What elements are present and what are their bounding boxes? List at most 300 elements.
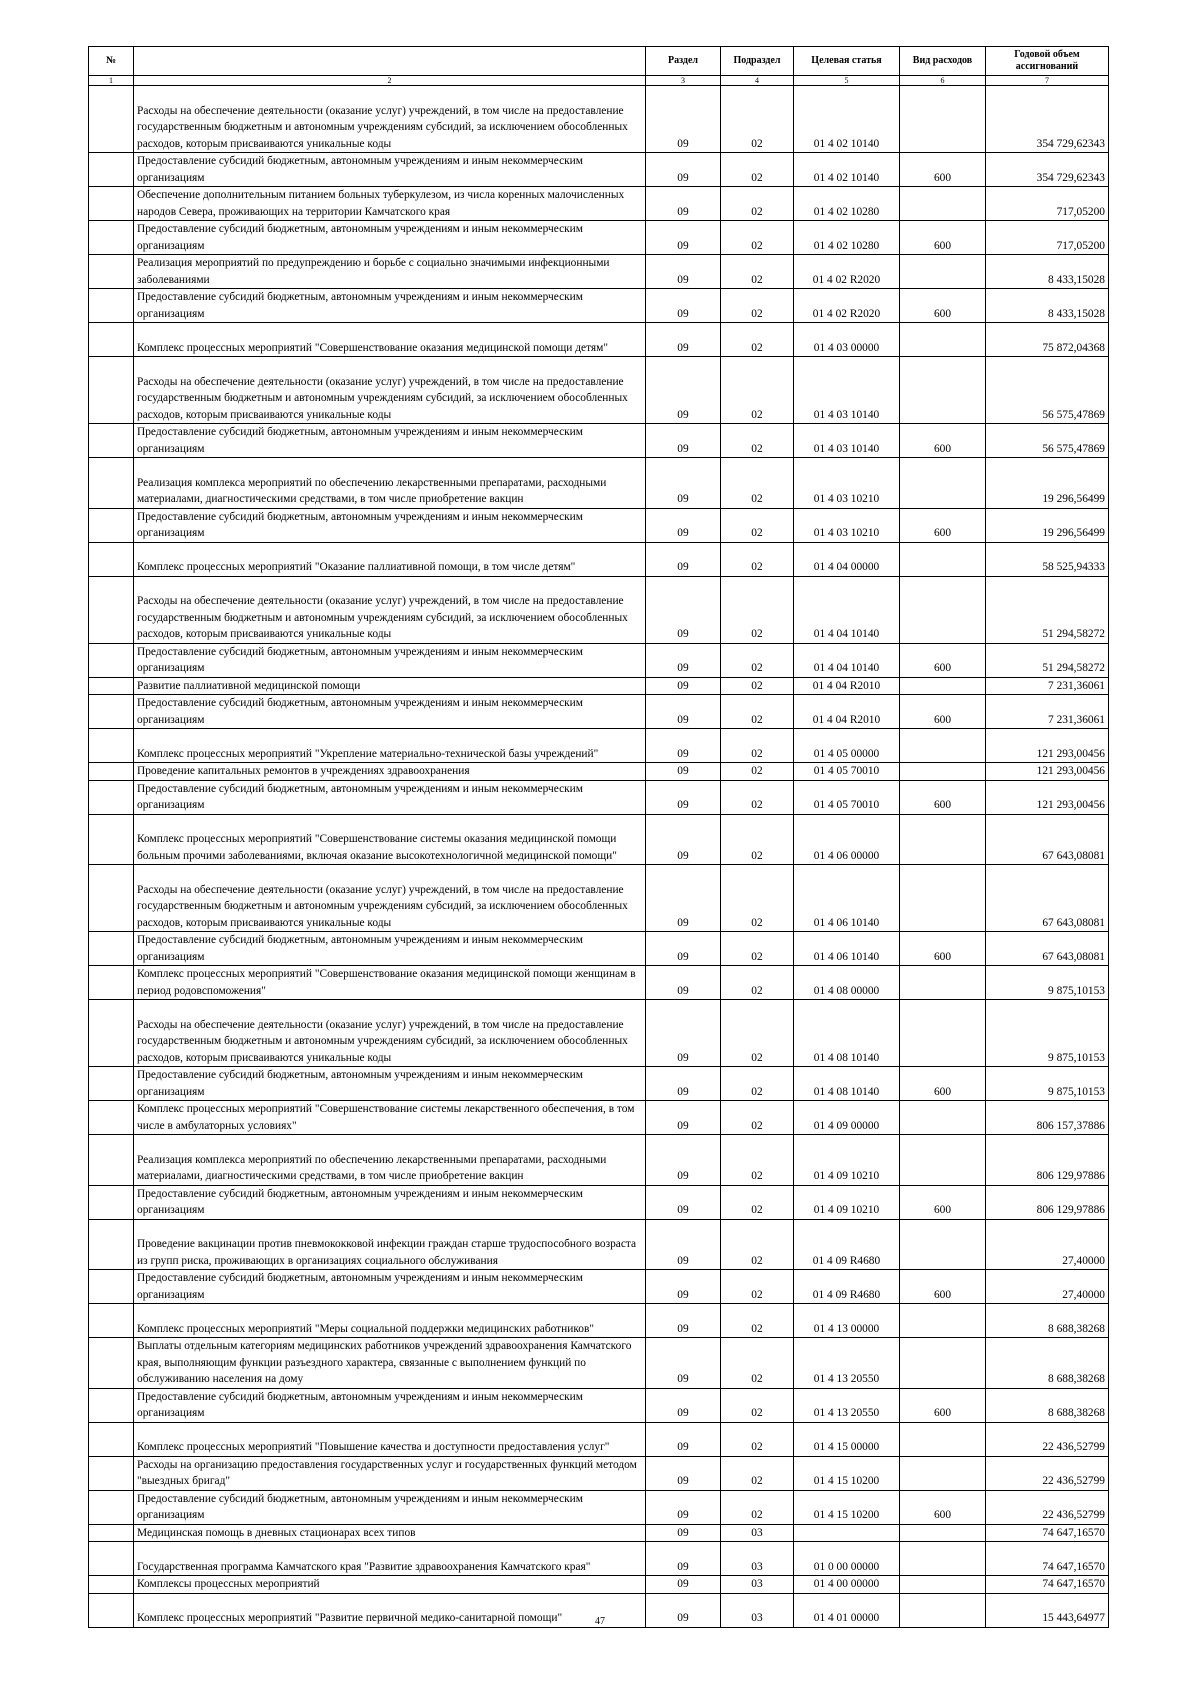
subsection-cell: 02 — [721, 1270, 794, 1304]
section-cell: 09 — [646, 255, 721, 289]
table-row — [89, 187, 1109, 221]
name-cell: Предоставление субсидий бюджетным, автономным учреждениям и иным некоммерческим организациям — [134, 780, 646, 814]
num-cell — [89, 814, 134, 865]
target-cell: 01 4 02 10140 — [794, 153, 900, 187]
table-row — [89, 780, 1109, 814]
subsection-cell: 02 — [721, 458, 794, 509]
expense-cell: 600 — [900, 424, 986, 458]
amount-cell: 8 688,38268 — [986, 1388, 1109, 1422]
subsection-cell: 02 — [721, 1456, 794, 1490]
section-cell: 09 — [646, 1219, 721, 1270]
target-cell: 01 4 05 00000 — [794, 729, 900, 763]
num-cell — [89, 1304, 134, 1338]
target-cell: 01 4 15 10200 — [794, 1456, 900, 1490]
num-cell — [89, 1219, 134, 1270]
expense-cell: 600 — [900, 1490, 986, 1524]
target-cell: 01 4 08 00000 — [794, 966, 900, 1000]
section-cell: 09 — [646, 1456, 721, 1490]
table-row — [89, 323, 1109, 357]
name-cell: Комплекс процессных мероприятий "Оказание паллиативной помощи, в том числе детям" — [134, 542, 646, 576]
amount-cell: 22 436,52799 — [986, 1422, 1109, 1456]
name-cell: Комплекс процессных мероприятий "Развитие первичной медико-санитарной помощи" — [134, 1593, 646, 1627]
table-row — [89, 1542, 1109, 1576]
target-cell: 01 4 13 20550 — [794, 1338, 900, 1389]
name-cell: Предоставление субсидий бюджетным, автономным учреждениям и иным некоммерческим организациям — [134, 1490, 646, 1524]
subsection-cell: 02 — [721, 1067, 794, 1101]
section-cell: 09 — [646, 357, 721, 424]
expense-cell — [900, 323, 986, 357]
table-row — [89, 643, 1109, 677]
table-row — [89, 508, 1109, 542]
section-cell: 09 — [646, 1270, 721, 1304]
amount-cell: 27,40000 — [986, 1270, 1109, 1304]
num-cell — [89, 966, 134, 1000]
amount-cell: 806 129,97886 — [986, 1135, 1109, 1186]
target-cell: 01 4 09 10210 — [794, 1185, 900, 1219]
budget-table — [88, 46, 1109, 1628]
amount-cell: 121 293,00456 — [986, 729, 1109, 763]
section-cell: 09 — [646, 1000, 721, 1067]
amount-cell: 22 436,52799 — [986, 1490, 1109, 1524]
num-cell — [89, 86, 134, 153]
section-cell: 09 — [646, 542, 721, 576]
name-cell: Развитие паллиативной медицинской помощи — [134, 677, 646, 695]
section-cell: 09 — [646, 1422, 721, 1456]
subsection-cell: 02 — [721, 1338, 794, 1389]
expense-cell — [900, 1524, 986, 1542]
header-subsection: Подраздел — [721, 47, 794, 76]
amount-cell: 56 575,47869 — [986, 424, 1109, 458]
page-number: 47 — [595, 1616, 605, 1627]
target-cell: 01 4 04 R2010 — [794, 695, 900, 729]
table-row — [89, 542, 1109, 576]
expense-cell — [900, 1101, 986, 1135]
section-cell: 09 — [646, 187, 721, 221]
section-cell: 09 — [646, 966, 721, 1000]
expense-cell — [900, 576, 986, 643]
amount-cell: 67 643,08081 — [986, 814, 1109, 865]
expense-cell — [900, 1135, 986, 1186]
name-cell: Медицинская помощь в дневных стационарах всех типов — [134, 1524, 646, 1542]
target-cell: 01 4 03 10210 — [794, 458, 900, 509]
target-cell: 01 4 08 10140 — [794, 1000, 900, 1067]
target-cell: 01 4 15 00000 — [794, 1422, 900, 1456]
amount-cell: 22 436,52799 — [986, 1456, 1109, 1490]
section-cell: 09 — [646, 1576, 721, 1594]
amount-cell: 19 296,56499 — [986, 508, 1109, 542]
target-cell: 01 4 03 10140 — [794, 357, 900, 424]
table-row — [89, 1067, 1109, 1101]
name-cell: Предоставление субсидий бюджетным, автономным учреждениям и иным некоммерческим организациям — [134, 221, 646, 255]
section-cell: 09 — [646, 780, 721, 814]
target-cell: 01 4 04 R2010 — [794, 677, 900, 695]
section-cell: 09 — [646, 1593, 721, 1627]
subsection-cell: 02 — [721, 1422, 794, 1456]
target-cell: 01 4 00 00000 — [794, 1576, 900, 1594]
target-cell: 01 4 09 10210 — [794, 1135, 900, 1186]
target-cell: 01 4 13 20550 — [794, 1388, 900, 1422]
name-cell: Реализация комплекса мероприятий по обеспечению лекарственными препаратами, расходными материалами, диагностическими средствами, в том числе приобретение вакцин — [134, 458, 646, 509]
section-cell: 09 — [646, 1185, 721, 1219]
name-cell: Предоставление субсидий бюджетным, автономным учреждениям и иным некоммерческим организациям — [134, 1185, 646, 1219]
subsection-cell: 02 — [721, 1101, 794, 1135]
num-cell — [89, 643, 134, 677]
expense-cell — [900, 814, 986, 865]
section-cell: 09 — [646, 643, 721, 677]
target-cell: 01 4 02 10280 — [794, 187, 900, 221]
expense-cell: 600 — [900, 695, 986, 729]
name-cell: Предоставление субсидий бюджетным, автономным учреждениям и иным некоммерческим организациям — [134, 695, 646, 729]
amount-cell: 8 433,15028 — [986, 289, 1109, 323]
subsection-cell: 02 — [721, 643, 794, 677]
subsection-cell: 02 — [721, 508, 794, 542]
target-cell: 01 4 03 10140 — [794, 424, 900, 458]
num-cell — [89, 289, 134, 323]
amount-cell: 806 157,37886 — [986, 1101, 1109, 1135]
expense-cell — [900, 865, 986, 932]
num-cell — [89, 1542, 134, 1576]
amount-cell: 121 293,00456 — [986, 780, 1109, 814]
amount-cell: 9 875,10153 — [986, 1000, 1109, 1067]
expense-cell: 600 — [900, 780, 986, 814]
expense-cell — [900, 1576, 986, 1594]
section-cell: 09 — [646, 814, 721, 865]
subsection-cell: 02 — [721, 695, 794, 729]
subsection-cell: 02 — [721, 763, 794, 781]
subsection-cell: 02 — [721, 255, 794, 289]
table-row — [89, 1338, 1109, 1389]
section-cell: 09 — [646, 932, 721, 966]
expense-cell: 600 — [900, 643, 986, 677]
table-row — [89, 932, 1109, 966]
table-row — [89, 1304, 1109, 1338]
subsection-cell: 02 — [721, 86, 794, 153]
target-cell: 01 4 04 00000 — [794, 542, 900, 576]
section-cell: 09 — [646, 576, 721, 643]
num-cell — [89, 424, 134, 458]
expense-cell — [900, 763, 986, 781]
subsection-cell: 03 — [721, 1542, 794, 1576]
amount-cell: 74 647,16570 — [986, 1542, 1109, 1576]
target-cell: 01 4 01 00000 — [794, 1593, 900, 1627]
target-cell: 01 4 02 R2020 — [794, 255, 900, 289]
amount-cell: 58 525,94333 — [986, 542, 1109, 576]
subsection-cell: 02 — [721, 814, 794, 865]
name-cell: Комплекс процессных мероприятий "Совершенствование оказания медицинской помощи детям" — [134, 323, 646, 357]
expense-cell — [900, 255, 986, 289]
subsection-cell: 02 — [721, 1135, 794, 1186]
expense-cell: 600 — [900, 1067, 986, 1101]
table-row — [89, 86, 1109, 153]
name-cell: Расходы на обеспечение деятельности (оказание услуг) учреждений, в том числе на предоставление государственным бюджетным и автономным учреждениям субсидий, за исключением обособленных расходов, которым присваиваются уникальные коды — [134, 576, 646, 643]
col-number: 1 — [89, 76, 134, 86]
table-row — [89, 357, 1109, 424]
subsection-cell: 02 — [721, 576, 794, 643]
name-cell: Выплаты отдельным категориям медицинских работников учреждений здравоохранения Камчатского края, выполняющим функции разъездного характера, связанные с выполнением функций по обслуживанию населения на дому — [134, 1338, 646, 1389]
table-row — [89, 1422, 1109, 1456]
section-cell: 09 — [646, 1388, 721, 1422]
amount-cell: 67 643,08081 — [986, 865, 1109, 932]
num-cell — [89, 1135, 134, 1186]
expense-cell: 600 — [900, 289, 986, 323]
name-cell: Комплекс процессных мероприятий "Совершенствование оказания медицинской помощи женщинам в период родовспоможения" — [134, 966, 646, 1000]
expense-cell — [900, 542, 986, 576]
table-row — [89, 865, 1109, 932]
target-cell: 01 4 04 10140 — [794, 643, 900, 677]
amount-cell: 8 688,38268 — [986, 1338, 1109, 1389]
name-cell: Предоставление субсидий бюджетным, автономным учреждениям и иным некоммерческим организациям — [134, 932, 646, 966]
table-row — [89, 458, 1109, 509]
table-row — [89, 1000, 1109, 1067]
section-cell: 09 — [646, 729, 721, 763]
subsection-cell: 02 — [721, 1388, 794, 1422]
table-row — [89, 729, 1109, 763]
num-cell — [89, 458, 134, 509]
num-cell — [89, 695, 134, 729]
target-cell: 01 4 09 00000 — [794, 1101, 900, 1135]
name-cell: Реализация комплекса мероприятий по обеспечению лекарственными препаратами, расходными материалами, диагностическими средствами, в том числе приобретение вакцин — [134, 1135, 646, 1186]
name-cell: Предоставление субсидий бюджетным, автономным учреждениям и иным некоммерческим организациям — [134, 289, 646, 323]
subsection-cell: 02 — [721, 1304, 794, 1338]
amount-cell: 75 872,04368 — [986, 323, 1109, 357]
target-cell: 01 4 13 00000 — [794, 1304, 900, 1338]
section-cell: 09 — [646, 289, 721, 323]
col-number: 4 — [721, 76, 794, 86]
num-cell — [89, 508, 134, 542]
col-number: 5 — [794, 76, 900, 86]
num-cell — [89, 1185, 134, 1219]
target-cell: 01 4 03 00000 — [794, 323, 900, 357]
expense-cell: 600 — [900, 1270, 986, 1304]
table-row — [89, 1135, 1109, 1186]
target-cell: 01 0 00 00000 — [794, 1542, 900, 1576]
name-cell: Обеспечение дополнительным питанием больных туберкулезом, из числа коренных малочисленных народов Севера, проживающих на территории Камчатского края — [134, 187, 646, 221]
expense-cell — [900, 357, 986, 424]
section-cell: 09 — [646, 1304, 721, 1338]
expense-cell: 600 — [900, 932, 986, 966]
name-cell: Комплексы процессных мероприятий — [134, 1576, 646, 1594]
table-row — [89, 1388, 1109, 1422]
target-cell: 01 4 02 R2020 — [794, 289, 900, 323]
expense-cell: 600 — [900, 1185, 986, 1219]
amount-cell: 67 643,08081 — [986, 932, 1109, 966]
amount-cell: 354 729,62343 — [986, 153, 1109, 187]
table-row — [89, 221, 1109, 255]
col-number: 6 — [900, 76, 986, 86]
expense-cell — [900, 966, 986, 1000]
amount-cell: 8 433,15028 — [986, 255, 1109, 289]
target-cell: 01 4 02 10140 — [794, 86, 900, 153]
table-row — [89, 1185, 1109, 1219]
section-cell: 09 — [646, 1338, 721, 1389]
subsection-cell: 02 — [721, 323, 794, 357]
expense-cell: 600 — [900, 1388, 986, 1422]
name-cell: Расходы на обеспечение деятельности (оказание услуг) учреждений, в том числе на предоставление государственным бюджетным и автономным учреждениям субсидий, за исключением обособленных расходов, которым присваиваются уникальные коды — [134, 86, 646, 153]
table-row — [89, 1101, 1109, 1135]
table-row — [89, 1270, 1109, 1304]
subsection-cell: 02 — [721, 966, 794, 1000]
table-row — [89, 1456, 1109, 1490]
header-expense: Вид расходов — [900, 47, 986, 76]
subsection-cell: 03 — [721, 1593, 794, 1627]
expense-cell — [900, 1338, 986, 1389]
name-cell: Предоставление субсидий бюджетным, автономным учреждениям и иным некоммерческим организациям — [134, 1067, 646, 1101]
num-cell — [89, 357, 134, 424]
name-cell: Предоставление субсидий бюджетным, автономным учреждениям и иным некоммерческим организациям — [134, 153, 646, 187]
num-cell — [89, 1422, 134, 1456]
section-cell: 09 — [646, 424, 721, 458]
subsection-cell: 02 — [721, 187, 794, 221]
column-number-row — [89, 76, 1109, 86]
header-target: Целевая статья — [794, 47, 900, 76]
amount-cell: 51 294,58272 — [986, 643, 1109, 677]
budget-table-page — [88, 46, 1108, 1628]
num-cell — [89, 865, 134, 932]
expense-cell: 600 — [900, 221, 986, 255]
num-cell — [89, 1338, 134, 1389]
subsection-cell: 02 — [721, 542, 794, 576]
target-cell: 01 4 15 10200 — [794, 1490, 900, 1524]
num-cell — [89, 1524, 134, 1542]
target-cell: 01 4 09 R4680 — [794, 1270, 900, 1304]
subsection-cell: 02 — [721, 865, 794, 932]
section-cell: 09 — [646, 1135, 721, 1186]
section-cell: 09 — [646, 458, 721, 509]
table-row — [89, 424, 1109, 458]
expense-cell — [900, 1456, 986, 1490]
header-section: Раздел — [646, 47, 721, 76]
name-cell: Предоставление субсидий бюджетным, автономным учреждениям и иным некоммерческим организациям — [134, 1388, 646, 1422]
subsection-cell: 02 — [721, 153, 794, 187]
num-cell — [89, 255, 134, 289]
target-cell: 01 4 05 70010 — [794, 780, 900, 814]
target-cell: 01 4 08 10140 — [794, 1067, 900, 1101]
section-cell: 09 — [646, 1101, 721, 1135]
num-cell — [89, 1101, 134, 1135]
subsection-cell: 02 — [721, 677, 794, 695]
target-cell — [794, 1524, 900, 1542]
num-cell — [89, 729, 134, 763]
amount-cell: 56 575,47869 — [986, 357, 1109, 424]
subsection-cell: 02 — [721, 1000, 794, 1067]
name-cell: Комплекс процессных мероприятий "Совершенствование системы лекарственного обеспечения, в том числе в амбулаторных условиях" — [134, 1101, 646, 1135]
num-cell — [89, 576, 134, 643]
name-cell: Расходы на обеспечение деятельности (оказание услуг) учреждений, в том числе на предоставление государственным бюджетным и автономным учреждениям субсидий, за исключением обособленных расходов, которым присваиваются уникальные коды — [134, 865, 646, 932]
num-cell — [89, 1490, 134, 1524]
table-row — [89, 576, 1109, 643]
table-row — [89, 1576, 1109, 1594]
num-cell — [89, 1388, 134, 1422]
table-row — [89, 255, 1109, 289]
amount-cell: 74 647,16570 — [986, 1524, 1109, 1542]
section-cell: 09 — [646, 695, 721, 729]
amount-cell: 8 688,38268 — [986, 1304, 1109, 1338]
amount-cell: 19 296,56499 — [986, 458, 1109, 509]
expense-cell — [900, 1542, 986, 1576]
num-cell — [89, 1456, 134, 1490]
subsection-cell: 02 — [721, 357, 794, 424]
target-cell: 01 4 09 R4680 — [794, 1219, 900, 1270]
amount-cell: 717,05200 — [986, 221, 1109, 255]
subsection-cell: 02 — [721, 1490, 794, 1524]
name-cell: Комплекс процессных мероприятий "Меры социальной поддержки медицинских работников" — [134, 1304, 646, 1338]
table-row — [89, 695, 1109, 729]
subsection-cell: 02 — [721, 424, 794, 458]
amount-cell: 15 443,64977 — [986, 1593, 1109, 1627]
subsection-cell: 02 — [721, 1219, 794, 1270]
subsection-cell: 03 — [721, 1524, 794, 1542]
subsection-cell: 02 — [721, 729, 794, 763]
name-cell: Предоставление субсидий бюджетным, автономным учреждениям и иным некоммерческим организациям — [134, 508, 646, 542]
num-cell — [89, 1067, 134, 1101]
section-cell: 09 — [646, 1067, 721, 1101]
name-cell: Расходы на обеспечение деятельности (оказание услуг) учреждений, в том числе на предоставление государственным бюджетным и автономным учреждениям субсидий, за исключением обособленных расходов, которым присваиваются уникальные коды — [134, 357, 646, 424]
name-cell: Проведение вакцинации против пневмококковой инфекции граждан старше трудоспособного возраста из групп риска, проживающих в организациях социального обслуживания — [134, 1219, 646, 1270]
section-cell: 09 — [646, 677, 721, 695]
section-cell: 09 — [646, 865, 721, 932]
num-cell — [89, 1270, 134, 1304]
name-cell: Предоставление субсидий бюджетным, автономным учреждениям и иным некоммерческим организациям — [134, 424, 646, 458]
name-cell: Комплекс процессных мероприятий "Совершенствование системы оказания медицинской помощи больным прочими заболеваниями, включая оказание высокотехнологичной медицинской помощи" — [134, 814, 646, 865]
name-cell: Проведение капитальных ремонтов в учреждениях здравоохранения — [134, 763, 646, 781]
amount-cell: 9 875,10153 — [986, 1067, 1109, 1101]
section-cell: 09 — [646, 153, 721, 187]
expense-cell — [900, 1304, 986, 1338]
num-cell — [89, 932, 134, 966]
subsection-cell: 02 — [721, 932, 794, 966]
table-row — [89, 763, 1109, 781]
num-cell — [89, 323, 134, 357]
section-cell: 09 — [646, 1542, 721, 1576]
name-cell: Предоставление субсидий бюджетным, автономным учреждениям и иным некоммерческим организациям — [134, 1270, 646, 1304]
header-amount: Годовой объем ассигнований — [986, 47, 1109, 76]
target-cell: 01 4 06 10140 — [794, 865, 900, 932]
table-row — [89, 1219, 1109, 1270]
section-cell: 09 — [646, 508, 721, 542]
subsection-cell: 02 — [721, 221, 794, 255]
num-cell — [89, 1576, 134, 1594]
name-cell: Расходы на организацию предоставления государственных услуг и государственных функций методом "выездных бригад" — [134, 1456, 646, 1490]
num-cell — [89, 1000, 134, 1067]
target-cell: 01 4 03 10210 — [794, 508, 900, 542]
subsection-cell: 02 — [721, 780, 794, 814]
amount-cell: 7 231,36061 — [986, 695, 1109, 729]
section-cell: 09 — [646, 763, 721, 781]
section-cell: 09 — [646, 1490, 721, 1524]
table-row — [89, 966, 1109, 1000]
col-number: 3 — [646, 76, 721, 86]
name-cell: Государственная программа Камчатского края "Развитие здравоохранения Камчатского края" — [134, 1542, 646, 1576]
table-body — [89, 86, 1109, 1628]
target-cell: 01 4 05 70010 — [794, 763, 900, 781]
num-cell — [89, 153, 134, 187]
col-number: 7 — [986, 76, 1109, 86]
table-row — [89, 289, 1109, 323]
subsection-cell: 02 — [721, 1185, 794, 1219]
expense-cell — [900, 1422, 986, 1456]
num-cell — [89, 677, 134, 695]
amount-cell: 51 294,58272 — [986, 576, 1109, 643]
expense-cell — [900, 187, 986, 221]
section-cell: 09 — [646, 86, 721, 153]
name-cell: Расходы на обеспечение деятельности (оказание услуг) учреждений, в том числе на предоставление государственным бюджетным и автономным учреждениям субсидий, за исключением обособленных расходов, которым присваиваются уникальные коды — [134, 1000, 646, 1067]
amount-cell: 27,40000 — [986, 1219, 1109, 1270]
section-cell: 09 — [646, 323, 721, 357]
name-cell: Предоставление субсидий бюджетным, автономным учреждениям и иным некоммерческим организациям — [134, 643, 646, 677]
amount-cell: 7 231,36061 — [986, 677, 1109, 695]
amount-cell: 717,05200 — [986, 187, 1109, 221]
table-row — [89, 1524, 1109, 1542]
